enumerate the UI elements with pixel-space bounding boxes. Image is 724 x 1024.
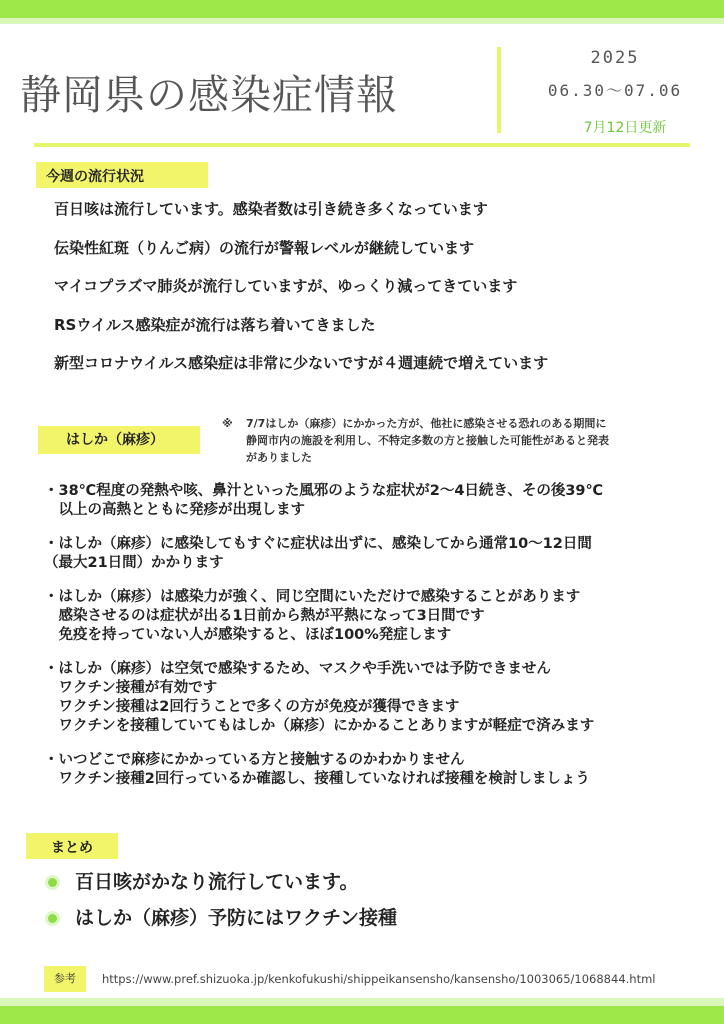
fact-line: ワクチン接種が有効です bbox=[44, 680, 218, 696]
fact-line: ・いつどこで麻疹にかかっている方と接触するのかわかりません bbox=[44, 752, 465, 768]
notice-line: 7/7はしか（麻疹）にかかった方が、他社に感染させる恐れのある期間に bbox=[246, 417, 607, 430]
notice-mark: ※ bbox=[222, 417, 233, 430]
fact-line: ・はしか（麻疹）は空気で感染するため、マスクや手洗いでは予防できません bbox=[44, 661, 551, 677]
list-item: 新型コロナウイルス感染症は非常に少ないですが４週連続で増えています bbox=[54, 354, 549, 372]
top-band-light bbox=[0, 18, 724, 24]
bullet-dot-icon bbox=[48, 914, 57, 923]
fact-line: ワクチン接種2回行っているか確認し、接種していなければ接種を検討しましょう bbox=[44, 771, 590, 787]
summary-text: 百日咳がかなり流行しています。 bbox=[75, 871, 359, 893]
list-item: 伝染性紅斑（りんご病）の流行が警報レベルが継続しています bbox=[54, 238, 475, 257]
notice-line: 静岡市内の施設を利用し、不特定多数の方と接触した可能性があると発表 bbox=[246, 434, 609, 447]
fact-line: ・38℃程度の発熱や咳、鼻汁といった風邪のような症状が2〜4日続き、その後39℃ bbox=[44, 483, 604, 499]
reference-url[interactable]: https://www.pref.shizuoka.jp/kenkofukushi/shippeikansensho/kansensho/1003065/1068844.html bbox=[102, 972, 656, 986]
top-band bbox=[0, 0, 724, 18]
page-title: 静岡県の感染症情報 bbox=[20, 71, 398, 119]
bottom-band bbox=[0, 1006, 724, 1024]
reference-label: 参考 bbox=[44, 966, 86, 992]
list-item bbox=[48, 864, 397, 900]
summary-text: はしか（麻疹）予防にはワクチン接種 bbox=[75, 907, 398, 929]
notice-line: がありました bbox=[246, 451, 312, 464]
list-item: 百日咳は流行しています。感染者数は引き続き多くなっています bbox=[54, 200, 488, 218]
summary-label: まとめ bbox=[26, 833, 118, 859]
list-item bbox=[44, 588, 714, 645]
fact-line: （最大21日間）かかります bbox=[44, 555, 224, 571]
fact-line: ワクチン接種は2回行うことで多くの方が免疫が獲得できます bbox=[44, 699, 460, 715]
updated-date: 7月12日更新 bbox=[583, 120, 667, 136]
list-item bbox=[48, 900, 397, 936]
fact-line: 以上の高熱とともに発疹が出現します bbox=[44, 502, 305, 518]
list-item bbox=[44, 751, 714, 789]
list-item bbox=[44, 482, 714, 520]
trends-list bbox=[54, 198, 548, 391]
fact-line: 感染させるのは症状が出る1日前から熱が平熱になって3日間です bbox=[44, 608, 485, 624]
measles-label: はしか（麻疹） bbox=[38, 426, 200, 454]
measles-facts bbox=[44, 482, 714, 804]
trends-label: 今週の流行状況 bbox=[36, 162, 208, 188]
fact-line: ・はしか（麻疹）に感染してもすぐに症状は出ずに、感染してから通常10〜12日間 bbox=[44, 536, 592, 552]
header-divider-vertical bbox=[497, 47, 501, 133]
list-item: RSウイルス感染症が流行は落ち着いてきました bbox=[54, 315, 376, 334]
bullet-dot-icon bbox=[48, 878, 57, 887]
list-item bbox=[44, 535, 714, 573]
list-item: マイコプラズマ肺炎が流行していますが、ゆっくり減ってきています bbox=[54, 277, 518, 295]
fact-line: ・はしか（麻疹）は感染力が強く、同じ空間にいただけで感染することがあります bbox=[44, 589, 581, 605]
list-item bbox=[44, 660, 714, 736]
header-divider-horizontal bbox=[34, 143, 690, 147]
report-date-range: 06.30〜07.06 bbox=[547, 81, 683, 100]
fact-line: ワクチンを接種していてもはしか（麻疹）にかかることありますが軽症で済みます bbox=[44, 718, 595, 734]
bottom-band-light bbox=[0, 998, 724, 1006]
fact-line: 免疫を持っていない人が感染すると、ほぼ100%発症します bbox=[44, 627, 452, 643]
summary-list bbox=[48, 864, 397, 936]
measles-notice bbox=[222, 415, 712, 466]
report-year: 2025 bbox=[590, 48, 640, 68]
